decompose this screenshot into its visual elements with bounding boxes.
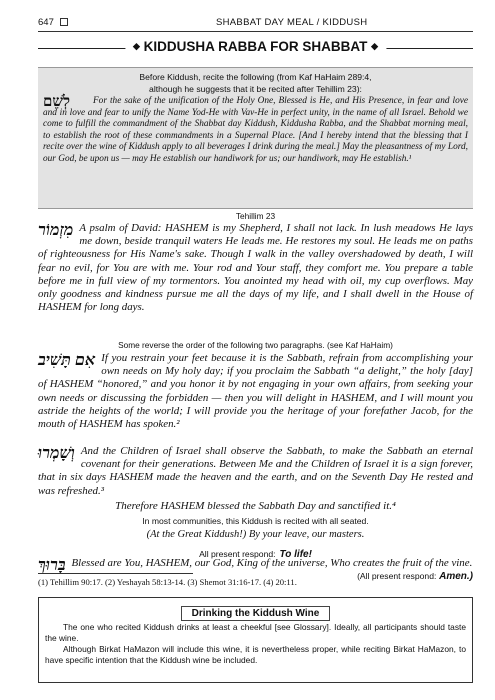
intro-line-2: although he suggests that it be recited after Tehillim 23):	[149, 84, 362, 94]
psalm-section	[38, 211, 473, 314]
im-tashiv-text: If you restrain your feet because it is the Sabbath, refrain from accomplishing your own needs on My holy day; if you proclaim the Sabbath “a delight,” the holy [day] of HASHEM “honored,” and you honor it by not engaging in your own affairs, from seeking your own needs or discussing the forbidden — then you will delight in HASHEM, and I will mount you astride the heights of the world; I will provide you the heritage of your forefather Jacob, for the mouth of HASHEM has spoken.²	[38, 352, 473, 431]
footnote-rule	[38, 573, 193, 574]
response-1-label: All present respond:	[199, 549, 276, 559]
gathered-section	[38, 529, 473, 540]
intro-instruction	[38, 71, 473, 95]
psalm-source: Tehillim 23	[235, 211, 276, 221]
intro-line-1: Before Kiddush, recite the following (from Kaf HaHaim 289:4,	[139, 72, 372, 82]
psalm-paragraph	[38, 222, 473, 314]
intro-box	[38, 67, 473, 209]
drinking-kiddush-box	[38, 597, 473, 683]
section-title-bar	[38, 39, 473, 58]
footnotes: (1) Tehillim 90:17. (2) Yeshayah 58:13-14. (3) Shemot 31:16-17. (4) 20:11.	[38, 577, 297, 587]
therefore-line: Therefore HASHEM blessed the Sabbath Day and sanctified it.⁴	[115, 500, 396, 512]
baruch-text: Blessed are You, HASHEM, our God, King of the universe, Who creates the fruit of the vine.	[71, 557, 473, 569]
drinking-box-title	[39, 603, 472, 621]
page-number	[38, 17, 68, 28]
veshamru-section	[38, 445, 473, 498]
psalm-text: A psalm of David: HASHEM is my Shepherd, I shall not lack. In lush meadows He lays me down, beside tranquil waters He leads me. He restores my soul. He leads me on paths of righteousness for His Name's sake. Though I walk in the valley overshadowed by death, I will fear no evil, for You are with me. Your rod and Your staff, they comfort me. You prepare a table before me in full view of my tormentors. You anointed my head with oil, my cup overflows. May only goodness and kindness pursue me all the days of my life, and I shall dwell in the House of HASHEM for long days.	[38, 222, 473, 314]
running-title: SHABBAT DAY MEAL / KIDDUSH	[216, 17, 368, 28]
veshamru-hebrew-word: וְשָׁמְרוּ	[38, 445, 75, 462]
intro-hebrew-word: לְשֵׁם	[43, 94, 70, 110]
drinking-box-paragraph-1: The one who recited Kiddush drinks at least a cheekful [see Glossary]. Ideally, all participants should taste the wine.	[45, 622, 466, 643]
psalm-hebrew-word: מִזְמוֹר	[38, 222, 74, 239]
drinking-box-text	[45, 622, 466, 666]
drinking-box-title-text: Drinking the Kiddush Wine	[181, 606, 331, 621]
im-tashiv-section	[38, 352, 473, 431]
diamond-ornament-icon: ◆	[132, 41, 140, 51]
drinking-box-paragraph-2: Although Birkat HaMazon will include this wine, it is nevertheless proper, while reciting Birkat HaMazon, to have specific intention that the Kiddush wine be included.	[45, 644, 466, 665]
page-header	[38, 14, 473, 32]
baruch-hebrew-word: בָּרוּךְ	[38, 557, 66, 574]
header-rule	[38, 31, 473, 32]
response-1-word: To life!	[279, 549, 312, 560]
baruch-response-word: Amen.)	[439, 571, 473, 582]
square-ornament-icon	[60, 18, 68, 26]
veshamru-paragraph	[38, 445, 473, 498]
gathered-line: (At the Great Kiddush!) By your leave, our masters.	[146, 529, 365, 540]
intro-body: For the sake of the unification of the Holy One, Blessed is He, and His Presence, in fear and love and in love and fear to unify the Name Yod-He with Vav-He in perfect unity, in the name of all Israel. Behold we come to fulfill the commandment of the Shabbat day Kiddush, Kiddusha Rabba, and the Shabbat morning meal, to establish the root of these commandments in a Supernal Place. [And I hereby intend that the blessing that I recite over the wine of Kiddush apply to all beverages I drink during the meal.] May the pleasantness of my Lord, our God, be upon us — may He establish our handiwork for us; our handiwork, may He establish.¹	[43, 96, 468, 164]
veshamru-text: And the Children of Israel shall observe the Sabbath, to make the Sabbath an eternal covenant for their generations. Between Me and the Children of Israel it is a sign forever, that in six days HASHEM made the heaven and the earth, and on the Seventh Day He rested and was refreshed.³	[38, 445, 473, 497]
im-tashiv-hebrew-word: אִם תָּשִׁיב	[38, 352, 96, 369]
reverse-note: Some reverse the order of the following two paragraphs. (see Kaf HaHaim)	[118, 340, 393, 350]
communities-section	[38, 516, 473, 526]
therefore-section	[38, 500, 473, 512]
reverse-note-section	[38, 340, 473, 350]
section-title-text: KIDDUSHA RABBA FOR SHABBAT	[143, 39, 368, 54]
baruch-response-label: (All present respond:	[357, 571, 437, 581]
im-tashiv-paragraph	[38, 352, 473, 431]
section-title	[125, 39, 386, 54]
diamond-ornament-icon: ◆	[371, 41, 379, 51]
page-number-text: 647	[38, 17, 54, 28]
communities-note: In most communities, this Kiddush is recited with all seated.	[142, 516, 369, 526]
